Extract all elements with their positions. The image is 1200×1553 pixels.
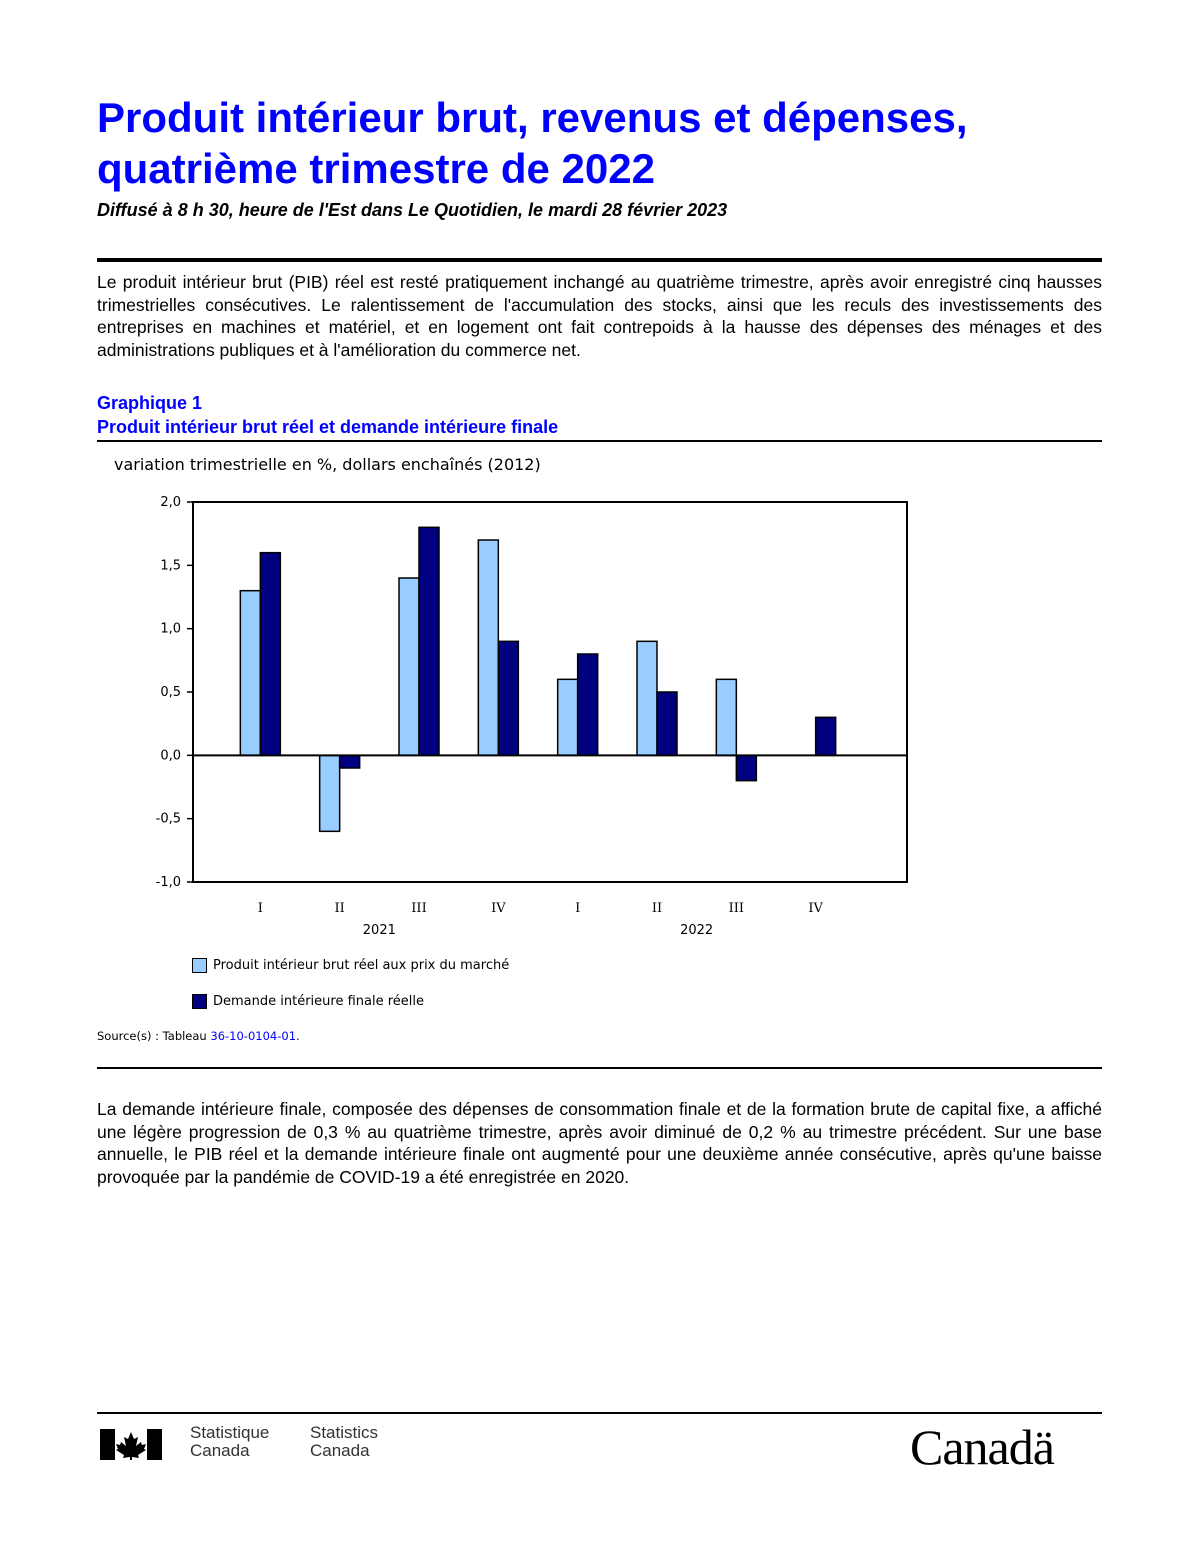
title-divider — [97, 258, 1102, 262]
source-table-link[interactable]: 36-10-0104-01 — [210, 1029, 297, 1043]
bar-demand — [736, 755, 756, 780]
y-tick-label: 1,5 — [160, 558, 181, 574]
bar-gdp — [399, 578, 419, 755]
x-tick-label: III — [411, 901, 427, 916]
y-tick-label: 1,0 — [160, 621, 181, 637]
chart-units-label: variation trimestrielle en %, dollars enchaînés (2012) — [114, 455, 541, 474]
release-line: Diffusé à 8 h 30, heure de l'Est dans Le Quotidien, le mardi 28 février 2023 — [97, 200, 728, 220]
y-tick-label: -0,5 — [155, 811, 181, 827]
legend-item-demand — [192, 992, 424, 1010]
year-group-label: 2022 — [680, 923, 714, 938]
footer-divider — [97, 1412, 1102, 1414]
legend-item-gdp — [192, 956, 509, 974]
x-tick-label: IV — [491, 901, 506, 916]
agency-en-line-1: Statistics — [310, 1423, 379, 1442]
source-prefix: Source(s) : Tableau — [97, 1029, 211, 1043]
bar-gdp — [320, 755, 340, 831]
bar-demand — [657, 692, 677, 755]
bar-gdp — [637, 641, 657, 755]
y-tick-label: -1,0 — [155, 875, 181, 890]
bar-demand — [419, 527, 439, 755]
bar-gdp — [240, 591, 260, 756]
chart-number: Graphique 1 — [97, 393, 203, 413]
legend-swatch-demand — [192, 994, 207, 1009]
x-tick-label: II — [334, 901, 345, 916]
chart-title-divider — [97, 440, 1102, 442]
body-paragraph: La demande intérieure finale, composée des dépenses de consommation finale et de la formation brute de capital fixe, a affiché une légère progression de 0,3 % au quatrième trimestre, après avoir diminué de 0,2 % au trimestre précédent. Sur une base annuelle, le PIB réel et la demande intérieure finale ont augmenté pour une deuxième année consécutive, après qu'une baisse provoquée par la pandémie de COVID-19 a été enregistrée en 2020. — [97, 1099, 1102, 1187]
canada-flag-icon — [100, 1429, 162, 1460]
x-tick-label: I — [257, 901, 263, 916]
bar-demand — [816, 717, 836, 755]
chart-source — [97, 1029, 300, 1043]
agency-name-en — [310, 1424, 378, 1460]
plot-frame — [193, 502, 907, 882]
y-tick-label: 2,0 — [160, 495, 181, 510]
chart-bottom-divider — [97, 1067, 1102, 1069]
bar-demand — [340, 755, 360, 768]
bar-demand — [498, 641, 518, 755]
source-suffix: . — [296, 1029, 300, 1043]
legend-label-gdp: Produit intérieur brut réel aux prix du marché — [213, 957, 510, 973]
bar-chart — [97, 490, 937, 950]
intro-paragraph: Le produit intérieur brut (PIB) réel est resté pratiquement inchangé au quatrième trimestre, après avoir enregistré cinq hausses trimestrielles consécutives. Le ralentissement de l'accumulation des stocks, ainsi que les reculs des investissements des entreprises en machines et matériel, et en logement ont fait contrepoids à la hausse des dépenses des ménages et des administrations publiques et à l'amélioration du commerce net. — [97, 272, 1102, 360]
canada-wordmark: Canadä — [910, 1419, 1054, 1475]
bar-gdp — [558, 679, 578, 755]
bar-gdp — [716, 679, 736, 755]
y-tick-label: 0,5 — [160, 685, 181, 700]
legend-label-demand: Demande intérieure finale réelle — [213, 993, 425, 1009]
x-tick-label: I — [575, 901, 581, 916]
page-title: Produit intérieur brut, revenus et dépenses, quatrième trimestre de 2022 — [97, 94, 968, 192]
bar-demand — [260, 553, 280, 756]
year-group-label: 2021 — [362, 923, 396, 938]
agency-fr-line-1: Statistique — [190, 1423, 270, 1442]
legend-swatch-gdp — [192, 958, 207, 973]
x-tick-label: II — [651, 901, 663, 916]
agency-name-fr — [190, 1424, 269, 1460]
bar-gdp — [478, 540, 498, 755]
x-tick-label: III — [728, 901, 745, 916]
chart-title: Produit intérieur brut réel et demande intérieure finale — [97, 417, 559, 437]
agency-en-line-2: Canada — [310, 1441, 370, 1460]
bar-demand — [578, 654, 598, 755]
y-tick-label: 0,0 — [160, 748, 181, 764]
agency-fr-line-2: Canada — [190, 1441, 250, 1460]
x-tick-label: IV — [808, 901, 823, 916]
